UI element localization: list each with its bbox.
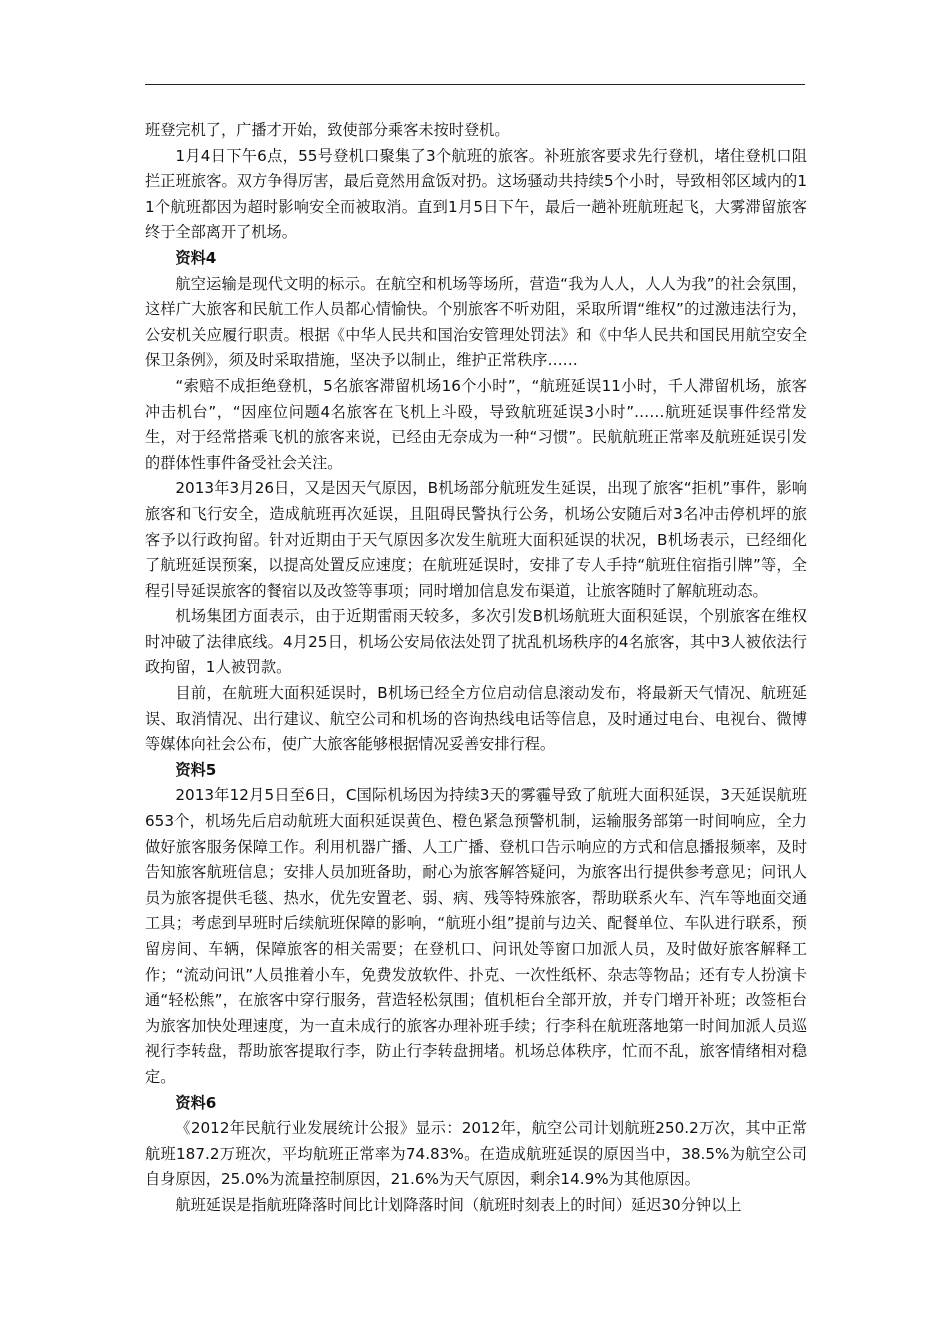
paragraph: 2013年3月26日，又是因天气原因，B机场部分航班发生延误，出现了旅客“拒机”事件，影响旅客和飞行安全，造成航班再次延误，且阻碍民警执行公务，机场公安随后对3名冲击停机坪的旅客予以行政拘留。针对近期由于天气原因多次发生航班大面积延误的状况，B机场表示，已经细化了航班延误预案，以提高处置反应速度；在航班延误时，安排了专人手持“航班住宿指引牌”等，全程引导延误旅客的餐宿以及改签等事项；同时增加信息发布渠道，让旅客随时了解航班动态。 — [145, 479, 807, 600]
paragraph: 机场集团方面表示，由于近期雷雨天较多，多次引发B机场航班大面积延误，个别旅客在维权时冲破了法律底线。4月25日，机场公安局依法处罚了扰乱机场秩序的4名旅客，其中3人被依法行政拘留，1人被罚款。 — [145, 607, 807, 677]
paragraph: “索赔不成拒绝登机，5名旅客滞留机场16个小时”，“航班延误11小时，千人滞留机场，旅客冲击机台”，“因座位问题4名旅客在飞机上斗殴，导致航班延误3小时”……航班延误事件经常发生，对于经常搭乘飞机的旅客来说，已经由无奈成为一种“习惯”。民航航班正常率及航班延误引发的群体性事件备受社会关注。 — [145, 376, 807, 472]
section-heading-material-5: 资料5 — [175, 760, 217, 779]
header-rule — [145, 84, 805, 85]
paragraph: 目前，在航班大面积延误时，B机场已经全方位启动信息滚动发布，将最新天气情况、航班延误、取消情况、出行建议、航空公司和机场的咨询热线电话等信息，及时通过电台、电视台、微博等媒体向社会公布，使广大旅客能够根据情况妥善安排行程。 — [145, 684, 807, 754]
section-heading-material-4: 资料4 — [175, 248, 217, 267]
paragraph: 航空运输是现代文明的标示。在航空和机场等场所，营造“我为人人，人人为我”的社会氛围，这样广大旅客和民航工作人员都心情愉快。个别旅客不听劝阻，采取所谓“维权”的过激违法行为，公安机关应履行职责。根据《中华人民共和国治安管理处罚法》和《中华人民共和国民用航空安全保卫条例》，须及时采取措施，坚决予以制止，维护正常秩序…… — [145, 274, 807, 370]
section-heading-material-6: 资料6 — [175, 1093, 217, 1112]
paragraph: 《2012年民航行业发展统计公报》显示：2012年，航空公司计划航班250.2万次，其中正常航班187.2万班次，平均航班正常率为74.83%。在造成航班延误的原因当中，38.5%为航空公司自身原因，25.0%为流量控制原因，21.6%为天气原因，剩余14.9%为其他原因。 — [145, 1119, 807, 1189]
document-body — [145, 118, 807, 1219]
paragraph: 1月4日下午6点，55号登机口聚集了3个航班的旅客。补班旅客要求先行登机，堵住登机口阻拦正班旅客。双方争得厉害，最后竟然用盒饭对扔。这场骚动共持续5个小时，导致相邻区域内的11个航班都因为超时影响安全而被取消。直到1月5日下午，最后一趟补班航班起飞，大雾滞留旅客终于全部离开了机场。 — [145, 146, 807, 242]
paragraph: 航班延误是指航班降落时间比计划降落时间（航班时刻表上的时间）延迟30分钟以上 — [175, 1195, 742, 1214]
paragraph: 2013年12月5日至6日，C国际机场因为持续3天的雾霾导致了航班大面积延误，3天延误航班653个，机场先后启动航班大面积延误黄色、橙色紧急预警机制，运输服务部第一时间响应，全力做好旅客服务保障工作。利用机器广播、人工广播、登机口告示响应的方式和信息播报频率，及时告知旅客航班信息；安排人员加班备助，耐心为旅客解答疑问，为旅客出行提供参考意见；问讯人员为旅客提供毛毯、热水，优先安置老、弱、病、残等特殊旅客，帮助联系火车、汽车等地面交通工具；考虑到早班时后续航班保障的影响，“航班小组”提前与边关、配餐单位、车队进行联系，预留房间、车辆，保障旅客的相关需要；在登机口、问讯处等窗口加派人员，及时做好旅客解释工作；“流动问讯”人员推着小车，免费发放软件、扑克、一次性纸杯、杂志等物品；还有专人扮演卡通“轻松熊”，在旅客中穿行服务，营造轻松氛围；值机柜台全部开放，并专门增开补班；改签柜台为旅客加快处理速度，为一直未成行的旅客办理补班手续；行李科在航班落地第一时间加派人员巡视行李转盘，帮助旅客提取行李，防止行李转盘拥堵。机场总体秩序，忙而不乱，旅客情绪相对稳定。 — [145, 786, 807, 1086]
paragraph-continuation: 班登完机了，广播才开始，致使部分乘客未按时登机。 — [145, 121, 510, 139]
